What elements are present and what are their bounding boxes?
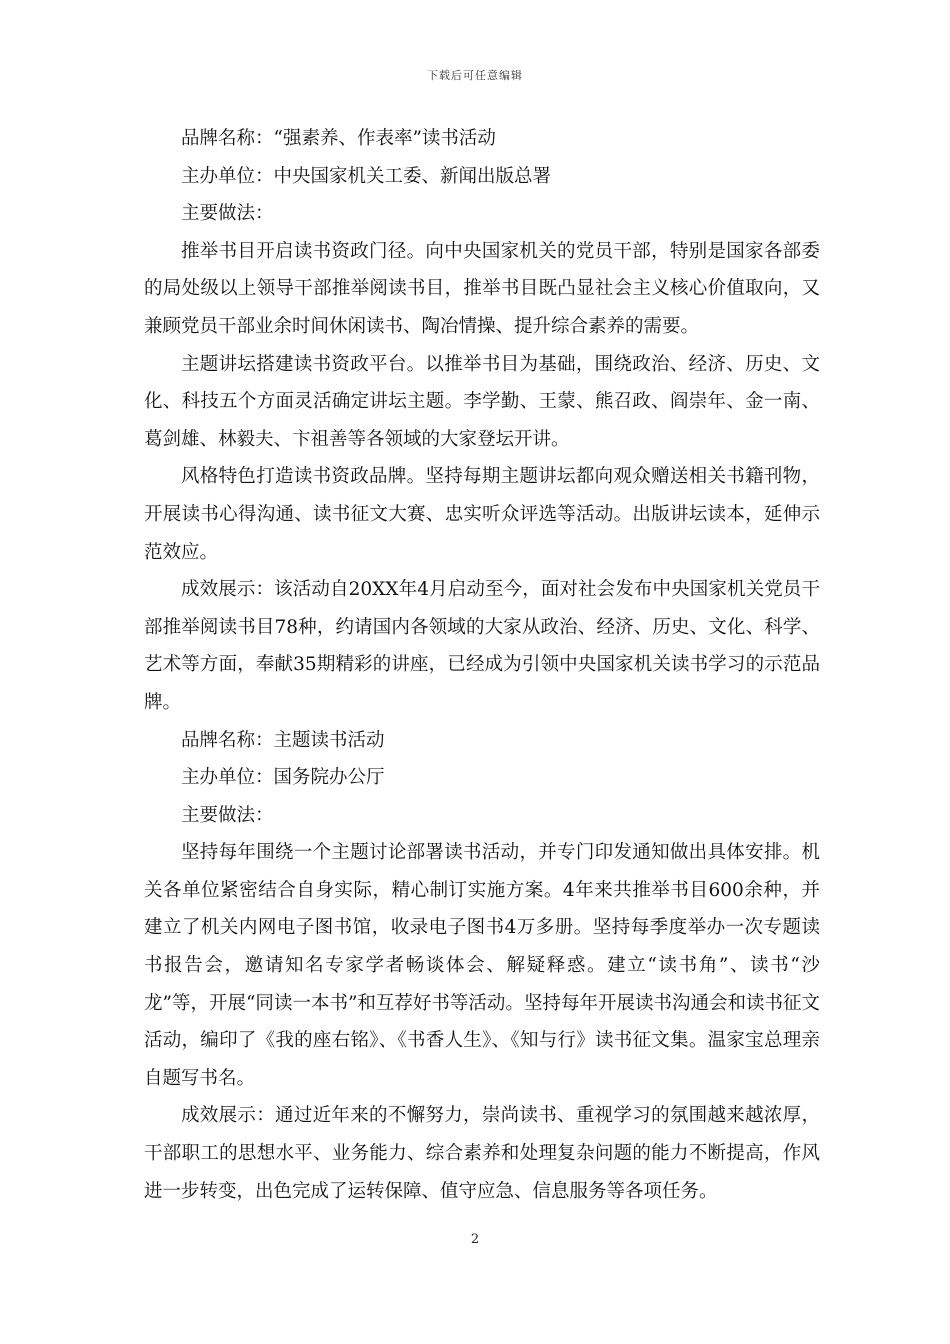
paragraph-results-1: 成效展示：该活动自20XX年4月启动至今，面对社会发布中央国家机关党员干部推举阅读书目78种，约请国内各领域的大家从政治、经济、历史、文化、科学、艺术等方面，奉献35期精彩的讲座，已经成为引领中央国家机关读书学习的示范品牌。 xyxy=(144,579,820,713)
paragraph-practice-forum: 主题讲坛搭建读书资政平台。以推举书目为基础，围绕政治、经济、历史、文化、科技五个方面灵活确定讲坛主题。李学勤、王蒙、熊召政、阎崇年、金一南、葛剑雄、林毅夫、卞祖善等各领域的大家登坛开讲。 xyxy=(144,353,820,450)
paragraph-practice-details-2: 坚持每年围绕一个主题讨论部署读书活动，并专门印发通知做出具体安排。机关各单位紧密结合自身实际，精心制订实施方案。4年来共推举书目600余种，并建立了机关内网电子图书馆，收录电子图书4万多册。坚持每季度举办一次专题读书报告会，邀请知名专家学者畅谈体会、解疑释惑。建立“读书角”、读书“沙龙”等，开展“同读一本书”和互荐好书等活动。坚持每年开展读书沟通会和读书征文活动，编印了《我的座右铭》、《书香人生》、《知与行》读书征文集。温家宝总理亲自题写书名。 xyxy=(144,842,820,1089)
paragraph-brand-name-2: 品牌名称：主题读书活动 xyxy=(181,729,385,751)
page-number: 2 xyxy=(470,1232,480,1247)
paragraph-organizer-1: 主办单位：中央国家机关工委、新闻出版总署 xyxy=(181,165,552,187)
paragraph-practice-heading-1: 主要做法： xyxy=(181,203,274,225)
paragraph-brand-name-1: 品牌名称：“强素养、作表率”读书活动 xyxy=(181,128,496,149)
paragraph-results-2: 成效展示：通过近年来的不懈努力，崇尚读书、重视学习的氛围越来越浓厚，干部职工的思想水平、业务能力、综合素养和处理复杂问题的能力不断提高，作风进一步转变，出色完成了运转保障、值守应急、信息服务等各项任务。 xyxy=(144,1105,820,1202)
paragraph-practice-booklist: 推举书目开启读书资政门径。向中央国家机关的党员干部，特别是国家各部委的局处级以上领导干部推举阅读书目，推举书目既凸显社会主义核心价值取向，又兼顾党员干部业余时间休闲读书、陶冶情操、提升综合素养的需要。 xyxy=(144,240,820,337)
paragraph-practice-brand: 风格特色打造读书资政品牌。坚持每期主题讲坛都向观众赠送相关书籍刊物，开展读书心得沟通、读书征文大赛、忠实听众评选等活动。出版讲坛读本，延伸示范效应。 xyxy=(144,466,820,563)
paragraph-organizer-2: 主办单位：国务院办公厅 xyxy=(181,767,385,789)
paragraph-practice-heading-2: 主要做法： xyxy=(181,804,274,826)
document-body xyxy=(144,120,820,1210)
header-note: 下载后可任意编辑 xyxy=(427,69,523,82)
